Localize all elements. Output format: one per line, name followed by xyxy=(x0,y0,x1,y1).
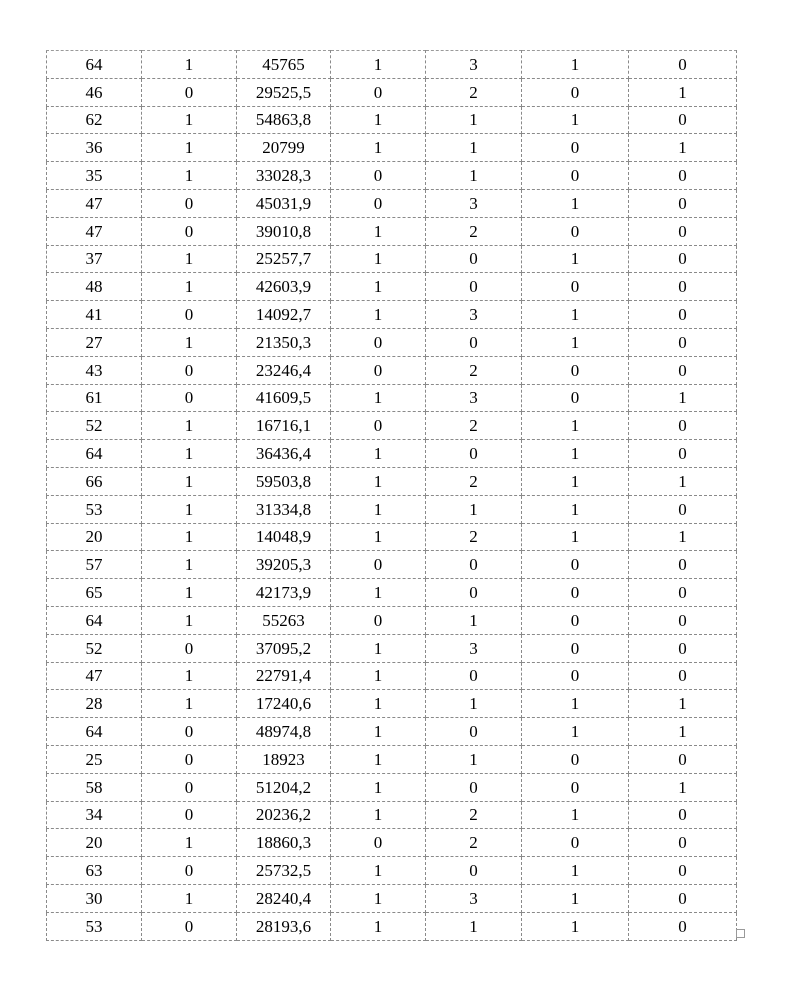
table-cell[interactable]: 1 xyxy=(629,467,737,495)
table-cell[interactable]: 1 xyxy=(331,801,426,829)
table-cell[interactable]: 0 xyxy=(142,801,237,829)
table-cell[interactable]: 1 xyxy=(426,495,522,523)
table-cell[interactable]: 0 xyxy=(522,773,629,801)
table-cell[interactable]: 1 xyxy=(426,606,522,634)
table-cell[interactable]: 16716,1 xyxy=(237,412,331,440)
table-cell[interactable]: 1 xyxy=(522,912,629,940)
table-row xyxy=(47,662,737,690)
table-cell[interactable]: 1 xyxy=(142,523,237,551)
table-cell[interactable]: 0 xyxy=(522,217,629,245)
table-cell[interactable]: 1 xyxy=(522,245,629,273)
table-cell[interactable]: 1 xyxy=(629,78,737,106)
table-cell[interactable]: 1 xyxy=(629,690,737,718)
table-cell[interactable]: 0 xyxy=(629,412,737,440)
table-row xyxy=(47,495,737,523)
table-cell[interactable]: 3 xyxy=(426,884,522,912)
table-cell[interactable]: 1 xyxy=(142,579,237,607)
table-cell[interactable]: 42173,9 xyxy=(237,579,331,607)
table-cell[interactable]: 1 xyxy=(142,662,237,690)
table-cell[interactable]: 1 xyxy=(522,301,629,329)
table-cell[interactable]: 41 xyxy=(47,301,142,329)
table-cell[interactable]: 1 xyxy=(426,690,522,718)
table-row xyxy=(47,801,737,829)
table-cell[interactable]: 0 xyxy=(142,745,237,773)
table-cell[interactable]: 2 xyxy=(426,412,522,440)
table-cell[interactable]: 0 xyxy=(142,78,237,106)
table-cell[interactable]: 0 xyxy=(331,412,426,440)
table-cell[interactable]: 0 xyxy=(142,634,237,662)
table-row xyxy=(47,718,737,746)
table-cell[interactable]: 0 xyxy=(629,579,737,607)
table-cell[interactable]: 0 xyxy=(629,745,737,773)
table-row xyxy=(47,384,737,412)
table-cell[interactable]: 0 xyxy=(426,328,522,356)
table-cell[interactable]: 0 xyxy=(426,245,522,273)
table-cell[interactable]: 47 xyxy=(47,662,142,690)
table-cell[interactable]: 36436,4 xyxy=(237,440,331,468)
table-row xyxy=(47,412,737,440)
table-cell[interactable]: 0 xyxy=(629,106,737,134)
table-row xyxy=(47,162,737,190)
table-cell[interactable]: 20 xyxy=(47,523,142,551)
table-cell[interactable]: 1 xyxy=(331,773,426,801)
table-cell[interactable]: 66 xyxy=(47,467,142,495)
table-cell[interactable]: 0 xyxy=(426,857,522,885)
table-row xyxy=(47,134,737,162)
table-cell[interactable]: 0 xyxy=(522,634,629,662)
table-cell[interactable]: 1 xyxy=(426,106,522,134)
table-cell[interactable]: 37 xyxy=(47,245,142,273)
table-cell[interactable]: 1 xyxy=(331,634,426,662)
table-cell[interactable]: 64 xyxy=(47,606,142,634)
table-cell[interactable]: 2 xyxy=(426,217,522,245)
table-cell[interactable]: 55263 xyxy=(237,606,331,634)
table-cell[interactable]: 1 xyxy=(522,467,629,495)
table-cell[interactable]: 1 xyxy=(522,718,629,746)
table-cell[interactable]: 1 xyxy=(331,495,426,523)
table-cell[interactable]: 0 xyxy=(629,884,737,912)
table-cell[interactable]: 1 xyxy=(426,134,522,162)
table-cell[interactable]: 1 xyxy=(331,301,426,329)
table-cell[interactable]: 1 xyxy=(331,51,426,79)
table-cell[interactable]: 1 xyxy=(522,106,629,134)
table-cell[interactable]: 0 xyxy=(331,829,426,857)
table-cell[interactable]: 0 xyxy=(522,829,629,857)
table-cell[interactable]: 0 xyxy=(629,912,737,940)
table-cell[interactable]: 61 xyxy=(47,384,142,412)
table-cell[interactable]: 0 xyxy=(426,662,522,690)
table-cell[interactable]: 48974,8 xyxy=(237,718,331,746)
table-cell[interactable]: 1 xyxy=(629,773,737,801)
table-cell[interactable]: 0 xyxy=(142,301,237,329)
table-row xyxy=(47,690,737,718)
table-cell[interactable]: 17240,6 xyxy=(237,690,331,718)
table-cell[interactable]: 1 xyxy=(331,523,426,551)
table-cell[interactable]: 1 xyxy=(522,328,629,356)
table-cell[interactable]: 2 xyxy=(426,801,522,829)
table-row xyxy=(47,301,737,329)
table-cell[interactable]: 1 xyxy=(331,662,426,690)
table-row xyxy=(47,106,737,134)
table-cell[interactable]: 1 xyxy=(142,495,237,523)
table-cell[interactable]: 0 xyxy=(142,189,237,217)
table-cell[interactable]: 1 xyxy=(331,273,426,301)
table-cell[interactable]: 3 xyxy=(426,634,522,662)
table-cell[interactable]: 1 xyxy=(142,551,237,579)
table-cell[interactable]: 0 xyxy=(629,634,737,662)
table-cell[interactable]: 52 xyxy=(47,412,142,440)
table-cell[interactable]: 0 xyxy=(629,829,737,857)
table-cell[interactable]: 0 xyxy=(629,801,737,829)
table-cell[interactable]: 0 xyxy=(331,551,426,579)
table-row xyxy=(47,634,737,662)
table-cell[interactable]: 1 xyxy=(522,440,629,468)
table-cell[interactable]: 1 xyxy=(522,884,629,912)
table-cell[interactable]: 28240,4 xyxy=(237,884,331,912)
table-cell[interactable]: 1 xyxy=(142,106,237,134)
table-cell[interactable]: 0 xyxy=(331,189,426,217)
table-cell[interactable]: 0 xyxy=(629,162,737,190)
table-cell[interactable]: 0 xyxy=(426,440,522,468)
table-cell[interactable]: 1 xyxy=(142,51,237,79)
table-cell[interactable]: 1 xyxy=(331,718,426,746)
table-cell[interactable]: 1 xyxy=(331,912,426,940)
table-cell[interactable]: 3 xyxy=(426,51,522,79)
table-cell[interactable]: 0 xyxy=(331,162,426,190)
table-cell[interactable]: 1 xyxy=(522,189,629,217)
table-cell[interactable]: 20 xyxy=(47,829,142,857)
table-cell[interactable]: 43 xyxy=(47,356,142,384)
table-row xyxy=(47,551,737,579)
table-cell[interactable]: 0 xyxy=(522,551,629,579)
table-cell[interactable]: 1 xyxy=(629,384,737,412)
table-cell[interactable]: 39010,8 xyxy=(237,217,331,245)
table-row xyxy=(47,523,737,551)
data-table xyxy=(46,50,737,941)
table-cell[interactable]: 1 xyxy=(522,412,629,440)
table-cell[interactable]: 34 xyxy=(47,801,142,829)
table-row xyxy=(47,857,737,885)
table-cell[interactable]: 1 xyxy=(142,829,237,857)
table-cell[interactable]: 0 xyxy=(142,356,237,384)
table-cell[interactable]: 0 xyxy=(522,162,629,190)
table-cell[interactable]: 0 xyxy=(522,745,629,773)
table-row xyxy=(47,51,737,79)
table-cell[interactable]: 0 xyxy=(522,273,629,301)
table-cell[interactable]: 0 xyxy=(629,301,737,329)
table-cell[interactable]: 0 xyxy=(426,773,522,801)
table-row xyxy=(47,912,737,940)
table-row xyxy=(47,217,737,245)
table-cell[interactable]: 33028,3 xyxy=(237,162,331,190)
table-cell[interactable]: 3 xyxy=(426,384,522,412)
table-row xyxy=(47,745,737,773)
table-cell[interactable]: 1 xyxy=(331,106,426,134)
table-cell[interactable]: 64 xyxy=(47,440,142,468)
table-cell[interactable]: 0 xyxy=(142,217,237,245)
table-cell[interactable]: 0 xyxy=(522,134,629,162)
table-cell[interactable]: 20236,2 xyxy=(237,801,331,829)
table-cell[interactable]: 41609,5 xyxy=(237,384,331,412)
table-cell[interactable]: 0 xyxy=(142,773,237,801)
table-cell[interactable]: 1 xyxy=(629,523,737,551)
table-cell[interactable]: 46 xyxy=(47,78,142,106)
table-cell[interactable]: 28 xyxy=(47,690,142,718)
table-cell[interactable]: 59503,8 xyxy=(237,467,331,495)
table-cell[interactable]: 1 xyxy=(522,801,629,829)
table-body xyxy=(47,51,737,941)
table-cell[interactable]: 14048,9 xyxy=(237,523,331,551)
table-cell[interactable]: 0 xyxy=(331,78,426,106)
table-cell[interactable]: 1 xyxy=(331,884,426,912)
table-row xyxy=(47,829,737,857)
table-cell[interactable]: 3 xyxy=(426,301,522,329)
table-cell[interactable]: 53 xyxy=(47,912,142,940)
table-cell[interactable]: 0 xyxy=(629,606,737,634)
table-cell[interactable]: 39205,3 xyxy=(237,551,331,579)
table-cell[interactable]: 0 xyxy=(629,328,737,356)
table-cell[interactable]: 0 xyxy=(331,328,426,356)
table-cell[interactable]: 0 xyxy=(629,857,737,885)
table-row xyxy=(47,356,737,384)
table-cell[interactable]: 0 xyxy=(331,356,426,384)
table-cell[interactable]: 1 xyxy=(522,857,629,885)
table-cell[interactable]: 0 xyxy=(426,273,522,301)
table-cell[interactable]: 0 xyxy=(629,440,737,468)
table-cell[interactable]: 42603,9 xyxy=(237,273,331,301)
table-cell[interactable]: 1 xyxy=(142,884,237,912)
table-cell[interactable]: 0 xyxy=(522,356,629,384)
table-cell[interactable]: 29525,5 xyxy=(237,78,331,106)
table-cell[interactable]: 1 xyxy=(522,690,629,718)
table-cell[interactable]: 1 xyxy=(142,606,237,634)
table-cell[interactable]: 0 xyxy=(142,718,237,746)
table-cell[interactable]: 0 xyxy=(522,606,629,634)
table-cell[interactable]: 0 xyxy=(629,551,737,579)
table-cell[interactable]: 54863,8 xyxy=(237,106,331,134)
table-cell[interactable]: 1 xyxy=(629,134,737,162)
table-row xyxy=(47,328,737,356)
table-cell[interactable]: 1 xyxy=(426,162,522,190)
table-cell[interactable]: 1 xyxy=(142,162,237,190)
table-cell[interactable]: 31334,8 xyxy=(237,495,331,523)
table-cell[interactable]: 1 xyxy=(331,467,426,495)
table-cell[interactable]: 1 xyxy=(522,51,629,79)
table-cell[interactable]: 52 xyxy=(47,634,142,662)
table-cell[interactable]: 1 xyxy=(331,217,426,245)
table-cell[interactable]: 20799 xyxy=(237,134,331,162)
table-cell[interactable]: 64 xyxy=(47,718,142,746)
table-cell[interactable]: 0 xyxy=(629,662,737,690)
table-cell[interactable]: 0 xyxy=(142,857,237,885)
table-cell[interactable]: 1 xyxy=(522,495,629,523)
table-cell[interactable]: 63 xyxy=(47,857,142,885)
table-cell[interactable]: 1 xyxy=(629,718,737,746)
table-cell[interactable]: 65 xyxy=(47,579,142,607)
table-row xyxy=(47,606,737,634)
table-cell[interactable]: 0 xyxy=(629,273,737,301)
table-cell[interactable]: 1 xyxy=(331,690,426,718)
table-cell[interactable]: 45031,9 xyxy=(237,189,331,217)
table-cell[interactable]: 1 xyxy=(331,857,426,885)
table-cell[interactable]: 1 xyxy=(522,523,629,551)
table-row xyxy=(47,245,737,273)
table-cell[interactable]: 1 xyxy=(142,412,237,440)
table-cell[interactable]: 64 xyxy=(47,51,142,79)
table-row xyxy=(47,78,737,106)
table-cell[interactable]: 1 xyxy=(331,245,426,273)
table-cell[interactable]: 45765 xyxy=(237,51,331,79)
table-row xyxy=(47,273,737,301)
table-row xyxy=(47,773,737,801)
table-cell[interactable]: 0 xyxy=(426,551,522,579)
table-cell[interactable]: 62 xyxy=(47,106,142,134)
table-cell[interactable]: 0 xyxy=(629,495,737,523)
table-cell[interactable]: 2 xyxy=(426,356,522,384)
table-cell[interactable]: 0 xyxy=(522,662,629,690)
table-cell[interactable]: 1 xyxy=(426,745,522,773)
table-cell[interactable]: 0 xyxy=(426,718,522,746)
table-cell[interactable]: 0 xyxy=(142,912,237,940)
table-cell[interactable]: 0 xyxy=(629,189,737,217)
table-cell[interactable]: 25 xyxy=(47,745,142,773)
table-cell[interactable]: 18923 xyxy=(237,745,331,773)
table-cell[interactable]: 18860,3 xyxy=(237,829,331,857)
table-cell[interactable]: 0 xyxy=(522,384,629,412)
table-cell[interactable]: 1 xyxy=(331,384,426,412)
table-cell[interactable]: 57 xyxy=(47,551,142,579)
table-cell[interactable]: 0 xyxy=(629,217,737,245)
table-cell[interactable]: 2 xyxy=(426,523,522,551)
table-cell[interactable]: 0 xyxy=(331,606,426,634)
table-cell[interactable]: 47 xyxy=(47,217,142,245)
table-cell[interactable]: 1 xyxy=(142,273,237,301)
table-cell[interactable]: 3 xyxy=(426,189,522,217)
table-cell[interactable]: 0 xyxy=(522,78,629,106)
table-row xyxy=(47,189,737,217)
table-row xyxy=(47,440,737,468)
table-cell[interactable]: 0 xyxy=(142,384,237,412)
table-cell[interactable]: 1 xyxy=(142,440,237,468)
table-cell[interactable]: 25732,5 xyxy=(237,857,331,885)
table-cell[interactable]: 22791,4 xyxy=(237,662,331,690)
table-cell[interactable]: 1 xyxy=(142,690,237,718)
table-cell[interactable]: 0 xyxy=(629,245,737,273)
table-cell[interactable]: 0 xyxy=(629,356,737,384)
table-cell[interactable]: 2 xyxy=(426,78,522,106)
table-resize-handle[interactable] xyxy=(736,929,745,938)
table-row xyxy=(47,884,737,912)
table-cell[interactable]: 23246,4 xyxy=(237,356,331,384)
table-cell[interactable]: 1 xyxy=(331,440,426,468)
table-cell[interactable]: 0 xyxy=(426,579,522,607)
table-cell[interactable]: 28193,6 xyxy=(237,912,331,940)
table-cell[interactable]: 2 xyxy=(426,829,522,857)
table-cell[interactable]: 14092,7 xyxy=(237,301,331,329)
table-cell[interactable]: 35 xyxy=(47,162,142,190)
table-cell[interactable]: 1 xyxy=(142,467,237,495)
table-cell[interactable]: 1 xyxy=(331,134,426,162)
table-cell[interactable]: 25257,7 xyxy=(237,245,331,273)
table-cell[interactable]: 1 xyxy=(331,579,426,607)
table-cell[interactable]: 58 xyxy=(47,773,142,801)
table-cell[interactable]: 48 xyxy=(47,273,142,301)
table-cell[interactable]: 37095,2 xyxy=(237,634,331,662)
table-cell[interactable]: 1 xyxy=(142,328,237,356)
table-cell[interactable]: 1 xyxy=(142,134,237,162)
table-cell[interactable]: 1 xyxy=(142,245,237,273)
table-cell[interactable]: 21350,3 xyxy=(237,328,331,356)
table-cell[interactable]: 36 xyxy=(47,134,142,162)
table-cell[interactable]: 0 xyxy=(522,579,629,607)
table-cell[interactable]: 30 xyxy=(47,884,142,912)
table-cell[interactable]: 0 xyxy=(629,51,737,79)
table-cell[interactable]: 1 xyxy=(331,745,426,773)
table-cell[interactable]: 53 xyxy=(47,495,142,523)
table-row xyxy=(47,467,737,495)
table-row xyxy=(47,579,737,607)
table-cell[interactable]: 47 xyxy=(47,189,142,217)
table-cell[interactable]: 27 xyxy=(47,328,142,356)
table-cell[interactable]: 2 xyxy=(426,467,522,495)
table-cell[interactable]: 51204,2 xyxy=(237,773,331,801)
table-cell[interactable]: 1 xyxy=(426,912,522,940)
